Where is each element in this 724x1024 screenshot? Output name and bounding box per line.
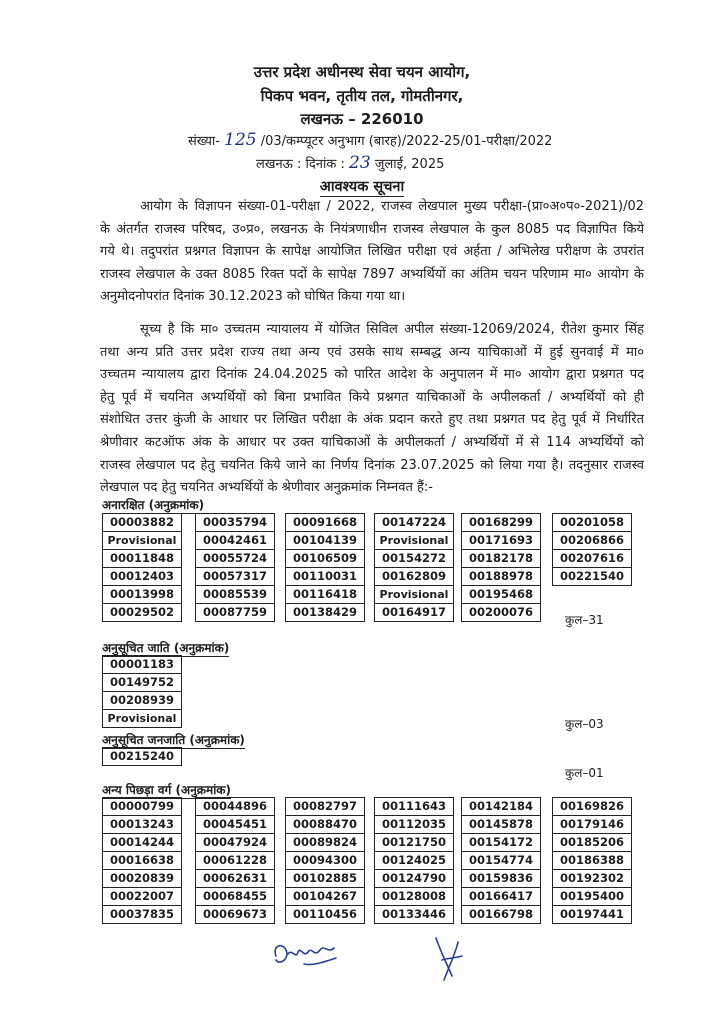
signature-left (268, 936, 348, 972)
roll-number: 00085539 (196, 586, 274, 604)
para2-line: हेतु पूर्व में चयनित अभ्यर्थियों को बिना प्रभावित किये प्रश्नगत याचिकाओं के अपीलकर्ता / अभ्यर्थियों को ही (100, 389, 644, 405)
sc-column (102, 655, 182, 728)
para1-line: के अंतर्गत राजस्व परिषद, उ०प्र०, लखनऊ के नियंत्रणाधीन राजस्व लेखपाल के कुल 8085 पद विज्ञापित किये (100, 221, 644, 237)
roll-number: 00035794 (196, 514, 274, 532)
roll-number: 00111643 (375, 798, 453, 816)
roll-number: 00102885 (286, 870, 364, 888)
roll-number: 00112035 (375, 816, 453, 834)
para1-line: गये थे। तदुपरांत प्रश्नगत विज्ञापन के सापेक्ष आयोजित लिखित परीक्षा एवं अर्हता / अभिलेख परीक्षण के उपरांत (100, 244, 644, 260)
unreserved-column (461, 513, 541, 622)
roll-number: 00104139 (286, 532, 364, 550)
provisional-note: Provisional (103, 532, 181, 550)
roll-number: 00121750 (375, 834, 453, 852)
notice-title (0, 176, 724, 196)
sc-total: कुल–03 (565, 717, 604, 731)
roll-number: 00215240 (109, 749, 174, 763)
roll-number: 00221540 (559, 569, 624, 583)
roll-number: 00068455 (196, 888, 274, 906)
unreserved-column (285, 513, 365, 622)
org-city: लखनऊ – 226010 (300, 110, 424, 128)
roll-number: 00166417 (462, 888, 540, 906)
reference-line (188, 130, 552, 150)
para2-line: उच्चतम न्यायालय द्वारा दिनांक 24.04.2025 को पारित आदेश के अनुपालन में मा० आयोग द्वारा प्रश्नगत पद (100, 367, 644, 383)
roll-number: 00133446 (381, 907, 446, 921)
paragraph-1 (100, 196, 644, 309)
roll-number: 00001183 (103, 656, 181, 674)
reference-suffix: /03/कम्प्यूटर अनुभाग (बारह)/2022-25/01-परीक्षा/2022 (260, 134, 553, 149)
roll-number: 00147224 (375, 514, 453, 532)
roll-number: 00088470 (286, 816, 364, 834)
roll-number: 00000799 (103, 798, 181, 816)
roll-number: 00106509 (286, 550, 364, 568)
roll-number: 00014244 (103, 834, 181, 852)
roll-number: 00057317 (196, 568, 274, 586)
roll-number: 00168299 (462, 514, 540, 532)
roll-number: 00091668 (286, 514, 364, 532)
org-address: पिकप भवन, तृतीय तल, गोमतीनगर, (260, 87, 464, 105)
unreserved-column (195, 513, 275, 622)
roll-number: 00186388 (553, 852, 631, 870)
para2-line: संशोधित उत्तर कुंजी के आधार पर लिखित परीक्षा के अंक प्रदान करते हुए तथा प्रश्नगत पद हेतु पूर्व में निर्धारित (100, 412, 644, 428)
roll-number: 00061228 (196, 852, 274, 870)
roll-number: 00022007 (103, 888, 181, 906)
roll-number: 00116418 (286, 586, 364, 604)
st-total: कुल–01 (565, 766, 604, 780)
reference-number: 125 (224, 130, 257, 150)
paragraph-2 (100, 319, 644, 500)
date-line (256, 153, 444, 173)
roll-number: 00124025 (375, 852, 453, 870)
reference-prefix: संख्या- (188, 134, 220, 149)
sc-label: अनुसूचित जाति (अनुक्रमांक) (102, 641, 230, 655)
roll-number: 00169826 (553, 798, 631, 816)
roll-number: 00182178 (462, 550, 540, 568)
roll-number: 00154774 (462, 852, 540, 870)
roll-number: 00062631 (196, 870, 274, 888)
unreserved-column (552, 513, 632, 586)
roll-number: 00201058 (553, 514, 631, 532)
para1-line: राजस्व लेखपाल के उक्त 8085 रिक्त पदों के सापेक्ष 7897 अभ्यर्थियों का अंतिम चयन परिणाम मा० आयोग के (100, 266, 644, 282)
roll-number: 00089824 (286, 834, 364, 852)
roll-number: 00166798 (468, 907, 533, 921)
st-column (102, 747, 182, 766)
roll-number: 00016638 (103, 852, 181, 870)
roll-number: 00185206 (553, 834, 631, 852)
roll-number: 00128008 (375, 888, 453, 906)
obc-column (552, 797, 632, 924)
obc-column (374, 797, 454, 924)
roll-number: 00192302 (553, 870, 631, 888)
roll-number: 00195468 (462, 586, 540, 604)
roll-number: 00179146 (553, 816, 631, 834)
unreserved-column (102, 513, 182, 622)
roll-number: 00142184 (462, 798, 540, 816)
roll-number: 00124790 (375, 870, 453, 888)
roll-number: 00012403 (103, 568, 181, 586)
para1-line: आयोग के विज्ञापन संख्या-01-परीक्षा / 2022, राजस्व लेखपाल मुख्य परीक्षा-(प्रा०अ०प०-2021)/02 (140, 199, 644, 214)
roll-number: 00013998 (103, 586, 181, 604)
roll-number: 00162809 (375, 568, 453, 586)
roll-number: 00197441 (559, 907, 624, 921)
provisional-note: Provisional (375, 586, 453, 604)
date-prefix: लखनऊ : दिनांक : (256, 157, 345, 172)
para2-line: सूच्य है कि मा० उच्चतम न्यायालय में योजित सिविल अपील संख्या-12069/2024, रीतेश कुमार सिंह (140, 322, 644, 337)
roll-number: 00208939 (103, 692, 181, 710)
org-name: उत्तर प्रदेश अधीनस्थ सेवा चयन आयोग, (253, 63, 471, 81)
roll-number: 00037835 (109, 907, 174, 921)
roll-number: 00159836 (462, 870, 540, 888)
roll-number: 00013243 (103, 816, 181, 834)
unreserved-column (374, 513, 454, 622)
roll-number: 00154272 (375, 550, 453, 568)
roll-number: 00029502 (109, 605, 174, 619)
roll-number: 00195400 (553, 888, 631, 906)
unreserved-total: कुल–31 (565, 613, 604, 627)
para2-line: श्रेणीवार कटऑफ अंक के आधार पर उक्त याचिकाओं के अपीलकर्ता / अभ्यर्थियों में से 114 अभ्यर्थियों को (100, 434, 644, 450)
roll-number: 00011848 (103, 550, 181, 568)
para2-line: तथा अन्य प्रति उत्तर प्रदेश राज्य तथा अन्य एवं उसके साथ सम्बद्ध अन्य याचिकाओं में हुई सुनवाई में मा० (100, 344, 644, 360)
roll-number: 00138429 (292, 605, 357, 619)
unreserved-label: अनारक्षित (अनुक्रमांक) (102, 498, 205, 512)
roll-number: 00020839 (103, 870, 181, 888)
roll-number: 00055724 (196, 550, 274, 568)
roll-number: 00188978 (462, 568, 540, 586)
obc-column (285, 797, 365, 924)
st-label: अनुसूचित जनजाति (अनुक्रमांक) (102, 733, 245, 747)
roll-number: 00044896 (196, 798, 274, 816)
obc-column (195, 797, 275, 924)
roll-number: 00149752 (103, 674, 181, 692)
obc-column (102, 797, 182, 924)
roll-number: 00104267 (286, 888, 364, 906)
roll-number: 00082797 (286, 798, 364, 816)
date-day: 23 (349, 153, 371, 173)
roll-number: 00087759 (202, 605, 267, 619)
notice-title-text: आवश्यक सूचना (319, 179, 405, 195)
provisional-note: Provisional (375, 532, 453, 550)
roll-number: 00094300 (286, 852, 364, 870)
para1-line: अनुमोदनोपरांत दिनांक 30.12.2023 को घोषित किया गया था। (100, 289, 406, 305)
roll-number: 00110456 (292, 907, 357, 921)
roll-number: 00042461 (196, 532, 274, 550)
para2-line: राजस्व लेखपाल पद हेतु चयनित किये जाने का निर्णय दिनांक 23.07.2025 को लिया गया है। तदनुसार राजस्व (100, 457, 644, 473)
signature-right (428, 930, 478, 990)
roll-number: 00110031 (286, 568, 364, 586)
roll-number: 00045451 (196, 816, 274, 834)
provisional-note: Provisional (107, 712, 177, 725)
roll-number: 00047924 (196, 834, 274, 852)
roll-number: 00164917 (381, 605, 446, 619)
roll-number: 00069673 (202, 907, 267, 921)
roll-number: 00200076 (468, 605, 533, 619)
roll-number: 00145878 (462, 816, 540, 834)
para2-line: लेखपाल पद हेतु चयनित अभ्यर्थियों के श्रेणीवार अनुक्रमांक निम्नवत हैं:- (100, 480, 433, 496)
roll-number: 00171693 (462, 532, 540, 550)
roll-number: 00003882 (103, 514, 181, 532)
date-rest: जुलाई, 2025 (374, 157, 445, 172)
obc-column (461, 797, 541, 924)
roll-number: 00154172 (462, 834, 540, 852)
roll-number: 00207616 (553, 550, 631, 568)
roll-number: 00206866 (553, 532, 631, 550)
obc-label: अन्य पिछड़ा वर्ग (अनुक्रमांक) (102, 783, 232, 797)
